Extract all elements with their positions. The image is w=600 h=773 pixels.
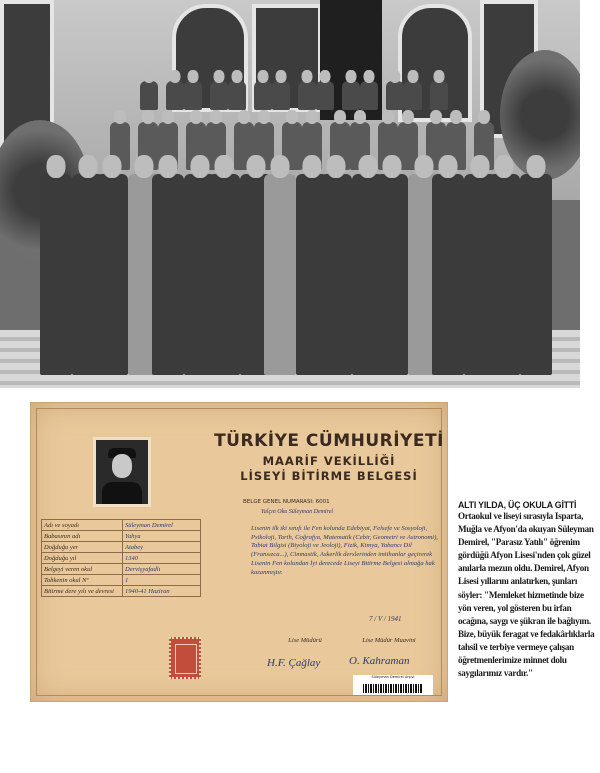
info-value: 1340 (123, 553, 201, 564)
info-value: 1 (123, 575, 201, 586)
student-figure (96, 155, 128, 375)
student-figure (140, 70, 158, 110)
principal-title: Lise Müdürü (288, 637, 322, 644)
coat (102, 482, 142, 504)
info-value: Yahya (123, 531, 201, 542)
barcode-icon (363, 684, 423, 693)
student-figure (184, 70, 202, 110)
certificate-heading-ministry: MAARİF VEKİLLİĞİ (262, 454, 396, 468)
diploma-certificate (30, 402, 448, 702)
issue-date: 7 / V / 1941 (369, 615, 402, 623)
student-figure (404, 70, 422, 110)
principal-signature: H.F. Çağlay (267, 657, 321, 669)
info-value: Atabey (123, 542, 201, 553)
student-figure (488, 155, 520, 375)
archive-label-text: Süleyman Demirel Arşivi (371, 675, 415, 679)
student-figure (40, 155, 72, 375)
info-row (42, 564, 201, 575)
info-key: Doğduğu yıl (42, 553, 123, 564)
student-figure (430, 70, 448, 110)
student-figure (520, 155, 552, 375)
student-figure (320, 155, 352, 375)
info-key: Adı ve soyadı (42, 520, 123, 531)
student-figure (254, 70, 272, 110)
student-figure (228, 70, 246, 110)
info-value: Dervişyafadlı (123, 564, 201, 575)
portrait-photo (93, 437, 151, 507)
certificate-heading-title: LİSEYİ BİTİRME BELGESİ (240, 469, 418, 483)
student-figure (376, 155, 408, 375)
info-key: Doğduğu yer (42, 542, 123, 553)
article-column (458, 500, 596, 680)
vice-principal-title: Lise Müdür Muavini (362, 637, 416, 644)
student-figure (432, 155, 464, 375)
info-row (42, 575, 201, 586)
info-key: Belgeyi veren okul (42, 564, 123, 575)
info-row (42, 520, 201, 531)
group-photo (0, 0, 580, 388)
info-key: Bitirme dere yılı ve devresi (42, 586, 123, 597)
revenue-stamp (169, 637, 201, 679)
student-group (30, 70, 580, 380)
info-row (42, 553, 201, 564)
student-figure (166, 70, 184, 110)
student-figure (152, 155, 184, 375)
student-figure (208, 155, 240, 375)
article-paragraph: Ortaokul ve liseyi sırasıyla Isparta, Muğla ve Afyon'da okuyan Süleyman Demirel, "Parasız Yatılı" öğrenim gördüğü Afyon Lisesi'nden çok güzel anılarla mezun oldu. Demirel, Afyon Lisesi yıllarını anlatırken, şunları söyler: "Memleket hizmetinde bize yön veren, yol gösteren bu irfan ocağına, saygı ve şükran ile bağlıyım. Bize, büyük feragat ve fedakârlıklarla tahsil ve terbiye vermeye çalışan öğretmenlerimize minnet dolu saygılarımız vardır." (458, 511, 595, 679)
face (112, 454, 132, 478)
student-figure (272, 70, 290, 110)
student-figure (360, 70, 378, 110)
info-row (42, 531, 201, 542)
student-figure (210, 70, 228, 110)
name-line: Yalçın Oku Süleyman Demirel (261, 509, 334, 515)
student-info-table (41, 519, 201, 597)
vice-principal-signature: O. Kahraman (349, 655, 410, 667)
student-figure (316, 70, 334, 110)
archive-label (353, 675, 433, 695)
student-figure (386, 70, 404, 110)
info-key: Babasının adı (42, 531, 123, 542)
info-row (42, 542, 201, 553)
info-row (42, 586, 201, 597)
info-key: Tahkenin okul Nº (42, 575, 123, 586)
registration-number: BELGE GENEL NUMARASI: 6001 (243, 499, 330, 505)
student-figure (342, 70, 360, 110)
info-value: 1940-41 Haziran (123, 586, 201, 597)
certificate-body-text: Lisenin ilk iki sınıfı ile Fen kolunda Edebiyat, Felsefe ve Sosyoloji, Psikoloji, Tarih, Coğrafya, Matematik (Cebir, Geometri ve Astronomi), Tabiat Bilgisi (Biyoloji ve Jeoloji), Fizik, Kimya, Yabancı Dil (Fransızca...), Cimnastik, Askerlik derslerinden imtihanlar geçirerek Lisenin Fen kolundan İyi derecede Liseyi Bitirme Belgesi almağa hak kazanmıştır. (251, 525, 438, 576)
student-figure (264, 155, 296, 375)
certificate-heading-republic: TÜRKİYE CÜMHURİYETİ (214, 431, 444, 451)
info-value: Süleyman Demirel (123, 520, 201, 531)
student-figure (298, 70, 316, 110)
article-title: ALTI YILDA, ÜÇ OKULA GİTTİ (458, 500, 577, 510)
